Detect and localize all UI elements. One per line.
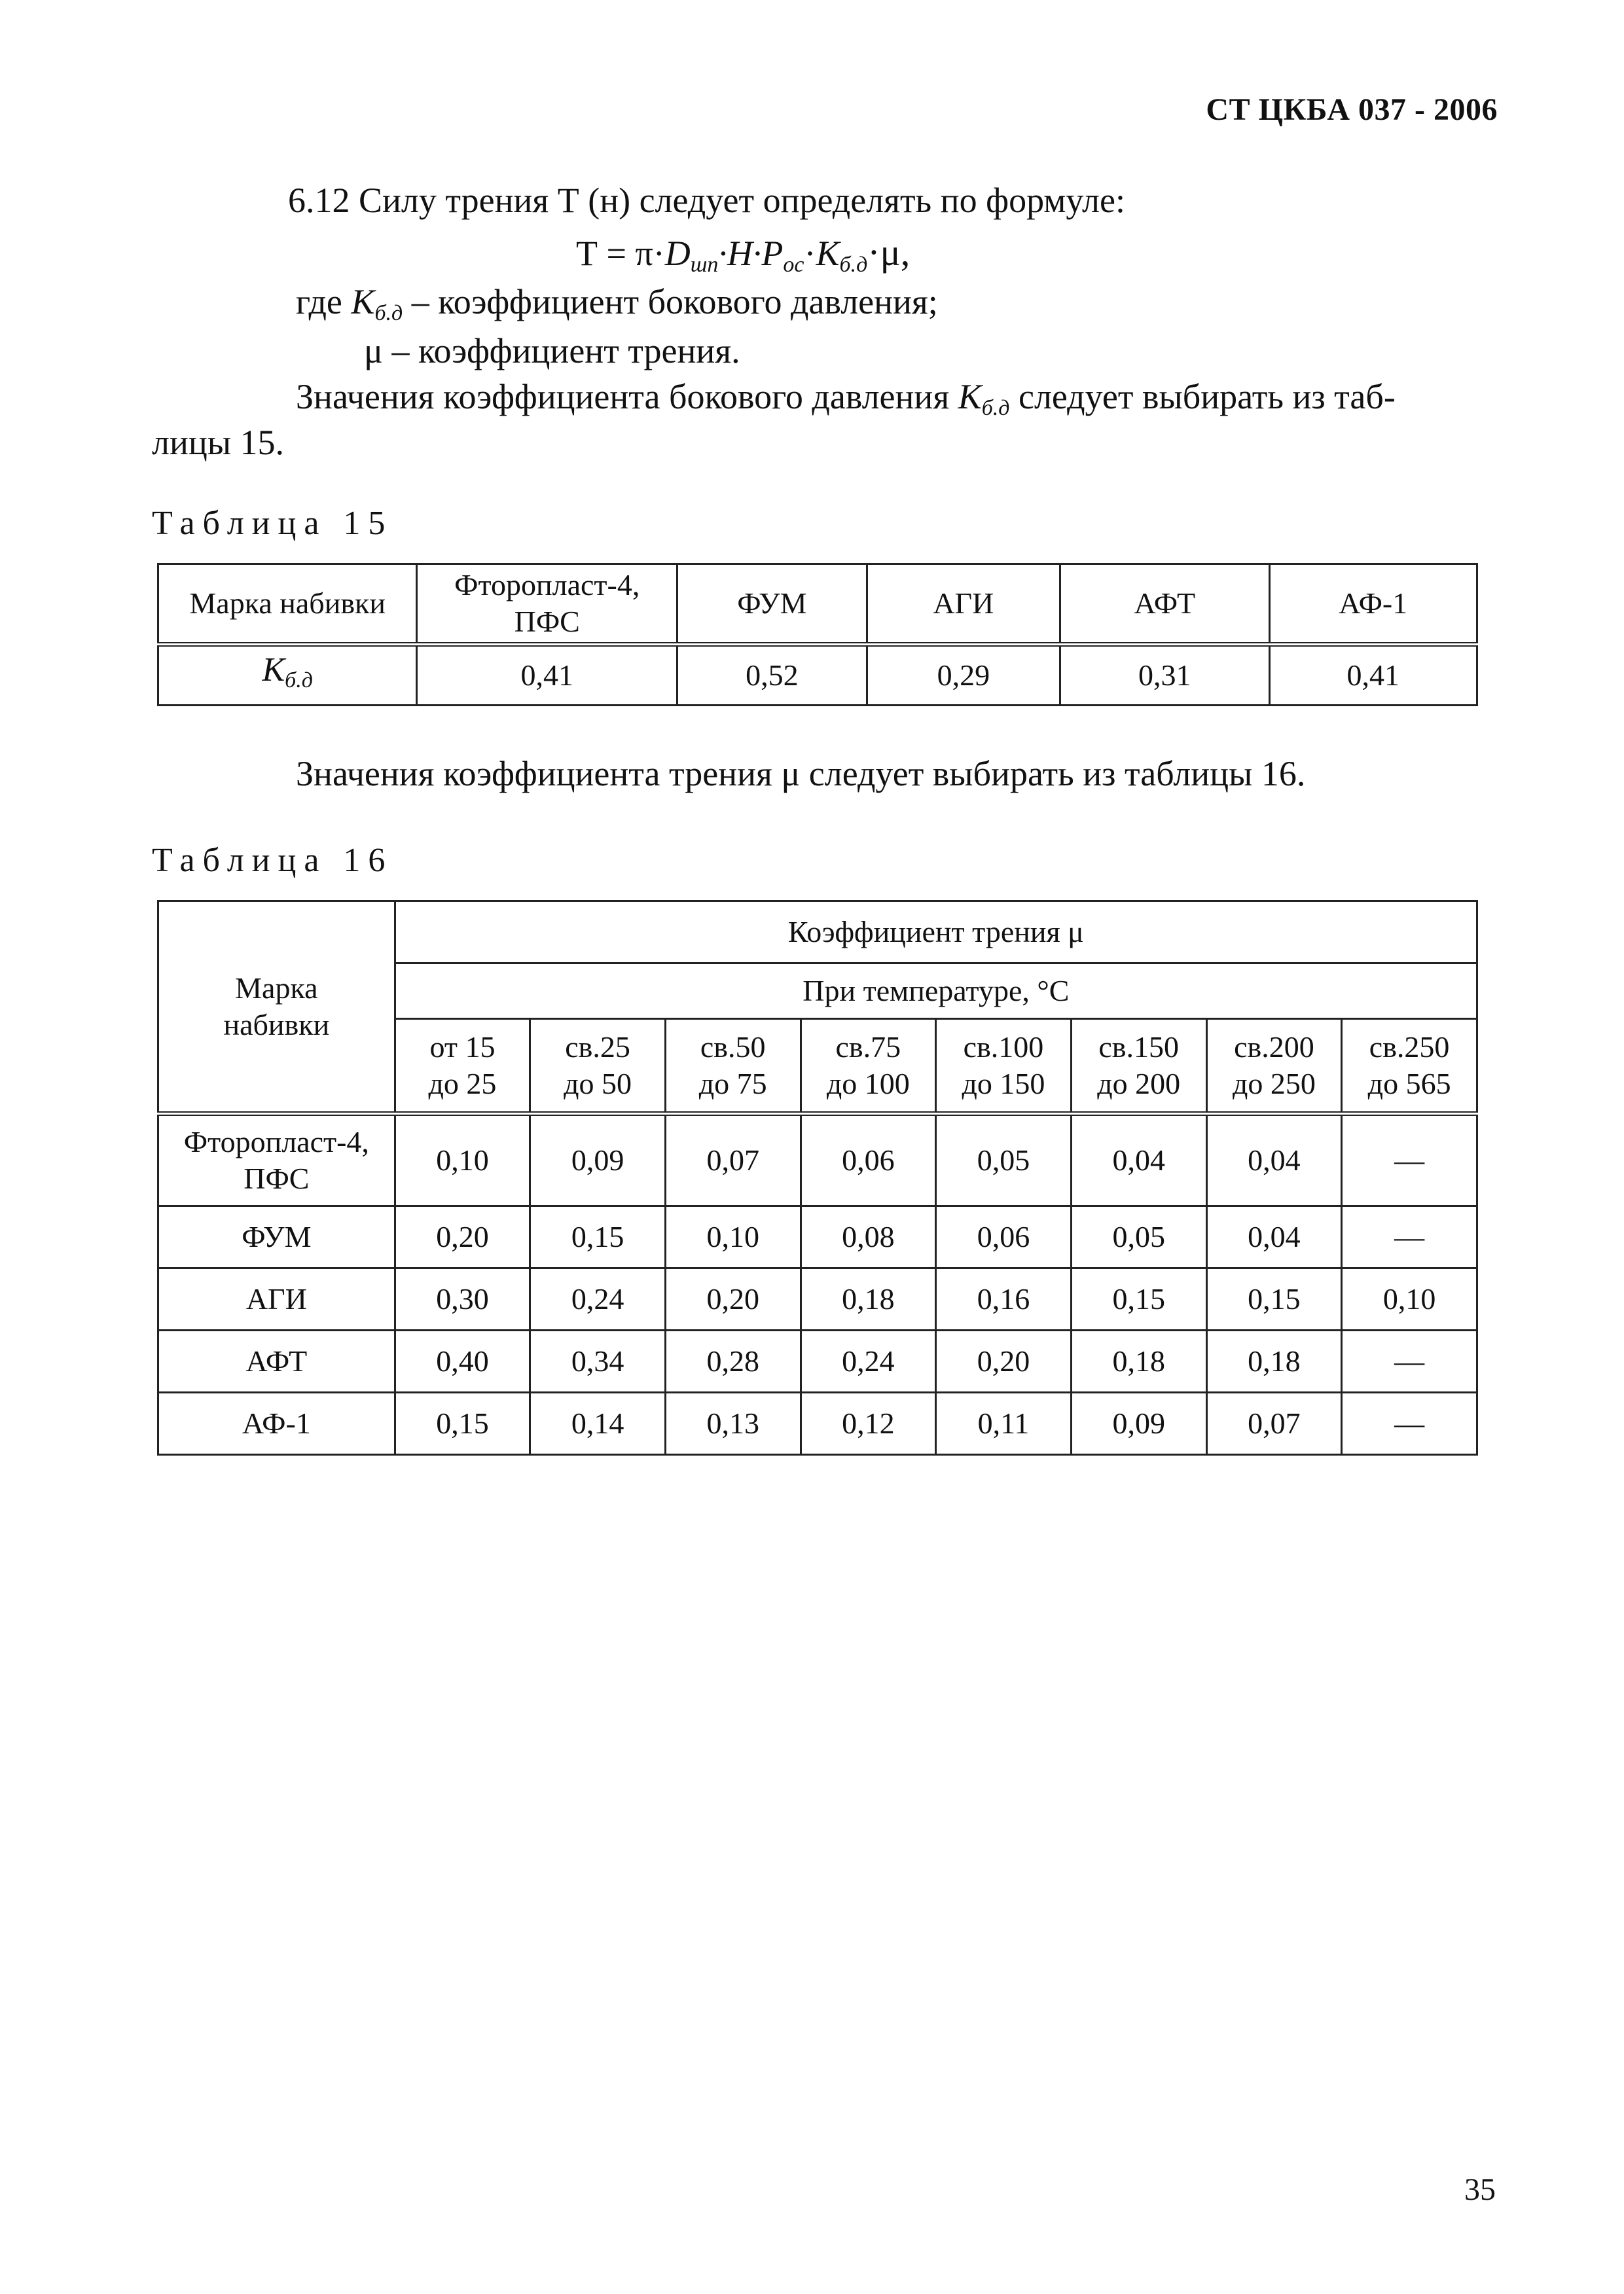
range-line1: св.150 — [1098, 1030, 1180, 1064]
table-15-cell: 0,31 — [1060, 645, 1269, 706]
where-prefix: где — [296, 282, 352, 321]
col-header-line2: ПФС — [514, 605, 580, 638]
row-label-line1: Фторопласт-4, — [183, 1125, 369, 1158]
range-header — [530, 1019, 666, 1114]
page-number: 35 — [1464, 2172, 1496, 2207]
table-cell: 0,11 — [936, 1393, 1072, 1455]
table-16 — [157, 900, 1478, 1456]
range-line1: св.25 — [565, 1030, 630, 1064]
range-line2: до 200 — [1097, 1067, 1181, 1100]
range-line2: до 250 — [1232, 1067, 1316, 1100]
row-label: АФТ — [158, 1331, 395, 1393]
table-row — [158, 1331, 1477, 1393]
row-label: ФУМ — [158, 1206, 395, 1268]
range-line2: до 150 — [962, 1067, 1045, 1100]
para2-part1: Значения коэффициента бокового давления — [296, 377, 958, 416]
table-15-row-label — [158, 645, 417, 706]
table-cell: 0,16 — [936, 1268, 1072, 1331]
formula-h: ·H· — [718, 234, 762, 273]
table-cell: 0,20 — [665, 1268, 801, 1331]
table-cell: 0,18 — [801, 1268, 936, 1331]
table-15-value-row — [158, 645, 1477, 706]
table-cell: 0,13 — [665, 1393, 801, 1455]
table-cell: 0,24 — [801, 1331, 936, 1393]
table-cell: 0,20 — [395, 1206, 530, 1268]
row-label-k: K — [262, 651, 285, 689]
table-15-col-header — [417, 564, 677, 645]
table-row — [158, 1393, 1477, 1455]
section-6-12-text: 6.12 Силу трения Т (н) следует определять по формуле: — [288, 181, 1125, 220]
where-k: K — [351, 282, 375, 321]
range-line2: до 50 — [564, 1067, 632, 1100]
table-16-title: Коэффициент трения μ — [395, 901, 1477, 963]
corner-line2: набивки — [223, 1008, 330, 1041]
range-header — [801, 1019, 936, 1114]
table-16-header-row-1 — [158, 901, 1477, 963]
formula-tail: ·μ, — [867, 231, 911, 274]
table-16-caption: Таблица 16 — [152, 842, 393, 879]
formula-k: K — [816, 234, 840, 273]
paragraph-mu-values: Значения коэффициента трения μ следует выбирать из таблицы 16. — [296, 754, 1306, 793]
table-cell: 0,04 — [1206, 1114, 1342, 1206]
table-cell: 0,34 — [530, 1331, 666, 1393]
table-cell: 0,04 — [1071, 1114, 1206, 1206]
table-cell: 0,12 — [801, 1393, 936, 1455]
table-cell: 0,15 — [1206, 1268, 1342, 1331]
where-rest: – коэффициент бокового давления; — [403, 282, 938, 321]
table-cell: 0,04 — [1206, 1206, 1342, 1268]
range-header — [936, 1019, 1072, 1114]
table-cell: 0,15 — [1071, 1268, 1206, 1331]
table-16-corner — [158, 901, 395, 1114]
table-cell: 0,18 — [1206, 1331, 1342, 1393]
table-cell: 0,40 — [395, 1331, 530, 1393]
paragraph-k-values-line2: лицы 15. — [152, 423, 285, 462]
table-15-col-header: АФТ — [1060, 564, 1269, 645]
table-15-col-header: АГИ — [867, 564, 1060, 645]
row-label — [158, 1114, 395, 1206]
row-label-line2: ПФС — [244, 1162, 310, 1195]
table-15-col-header: АФ-1 — [1269, 564, 1477, 645]
row-label: АГИ — [158, 1268, 395, 1331]
table-cell: 0,06 — [801, 1114, 936, 1206]
table-row — [158, 1268, 1477, 1331]
table-cell: 0,10 — [395, 1114, 530, 1206]
table-15-header-row — [158, 564, 1477, 645]
range-line1: от 15 — [429, 1030, 496, 1064]
table-cell: 0,05 — [1071, 1206, 1206, 1268]
para2-k: K — [958, 377, 982, 416]
corner-line1: Марка — [235, 971, 318, 1005]
range-line1: св.200 — [1234, 1030, 1314, 1064]
mu-definition: μ – коэффициент трения. — [364, 331, 740, 370]
range-header — [1342, 1019, 1477, 1114]
table-cell: — — [1342, 1331, 1477, 1393]
para2-k-sub: б.д — [981, 396, 1010, 420]
table-cell: 0,05 — [936, 1114, 1072, 1206]
table-16-subtitle: При температуре, °С — [395, 963, 1477, 1019]
formula-d: D — [664, 234, 691, 273]
formula-p: P — [761, 234, 784, 273]
table-15-cell: 0,41 — [417, 645, 677, 706]
table-15-cell: 0,29 — [867, 645, 1060, 706]
range-header — [395, 1019, 530, 1114]
table-15-col-header: ФУМ — [677, 564, 867, 645]
table-cell: 0,09 — [1071, 1393, 1206, 1455]
table-row — [158, 1114, 1477, 1206]
formula-p-sub: ос — [783, 253, 804, 277]
range-line2: до 25 — [428, 1067, 497, 1100]
table-cell: 0,20 — [936, 1331, 1072, 1393]
formula-lhs: Т = π· — [576, 234, 665, 273]
table-15-caption: Таблица 15 — [152, 505, 393, 542]
table-cell: 0,08 — [801, 1206, 936, 1268]
paragraph-k-values — [296, 373, 1396, 432]
row-label-sub: б.д — [285, 668, 313, 692]
range-line2: до 565 — [1367, 1067, 1451, 1100]
row-label: АФ-1 — [158, 1393, 395, 1455]
table-cell: 0,10 — [1342, 1268, 1477, 1331]
table-cell: 0,07 — [1206, 1393, 1342, 1455]
col-header-line1: Фторопласт-4, — [454, 568, 640, 601]
table-15-cell: 0,41 — [1269, 645, 1477, 706]
table-cell: — — [1342, 1206, 1477, 1268]
para2-part2: следует выбирать из таб- — [1009, 377, 1396, 416]
table-15-header-label: Марка набивки — [158, 564, 417, 645]
formula-d-sub: шп — [690, 253, 719, 277]
formula-dot: · — [804, 234, 816, 273]
range-line2: до 100 — [826, 1067, 910, 1100]
table-cell: 0,28 — [665, 1331, 801, 1393]
range-header — [1206, 1019, 1342, 1114]
table-cell: 0,07 — [665, 1114, 801, 1206]
where-k-sub: б.д — [374, 301, 403, 325]
table-cell: 0,09 — [530, 1114, 666, 1206]
document-code: СТ ЦКБА 037 - 2006 — [1206, 92, 1498, 127]
table-cell: 0,15 — [395, 1393, 530, 1455]
table-row — [158, 1206, 1477, 1268]
table-cell: 0,10 — [665, 1206, 801, 1268]
table-15 — [157, 563, 1478, 706]
table-15-cell: 0,52 — [677, 645, 867, 706]
table-cell: 0,15 — [530, 1206, 666, 1268]
range-line1: св.250 — [1369, 1030, 1450, 1064]
range-header — [1071, 1019, 1206, 1114]
table-cell: — — [1342, 1393, 1477, 1455]
range-line1: св.100 — [963, 1030, 1044, 1064]
table-cell: — — [1342, 1114, 1477, 1206]
table-cell: 0,06 — [936, 1206, 1072, 1268]
table-cell: 0,14 — [530, 1393, 666, 1455]
formula-k-sub: б.д — [839, 253, 868, 277]
table-cell: 0,30 — [395, 1268, 530, 1331]
table-cell: 0,24 — [530, 1268, 666, 1331]
table-cell: 0,18 — [1071, 1331, 1206, 1393]
range-line1: св.50 — [700, 1030, 766, 1064]
range-line2: до 75 — [698, 1067, 767, 1100]
range-header — [665, 1019, 801, 1114]
range-line1: св.75 — [835, 1030, 901, 1064]
